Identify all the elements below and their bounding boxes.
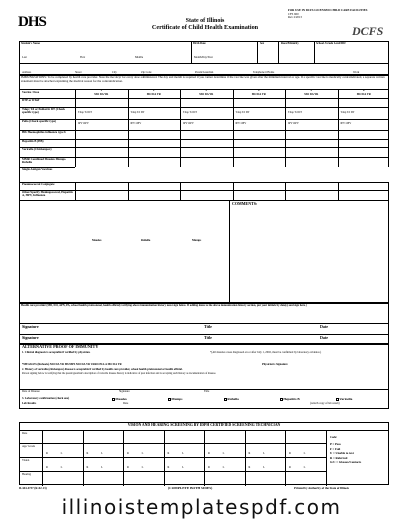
alt-item1-note: *(All measles cases diagnosed on or after July 1, 2002, must be confirmed by laboratory evidence.) xyxy=(210,351,322,354)
lab-option[interactable] xyxy=(112,397,127,401)
work-label: Work xyxy=(353,71,360,74)
vaccine-row-label: Other/Specify Meningococcal, Hepatitis A, HPV, Influenza xyxy=(22,190,73,198)
rl-label: R L xyxy=(289,452,306,455)
vision-row-label: Date xyxy=(22,432,28,435)
rl-label: R L xyxy=(167,452,184,455)
dose-number: 3 xyxy=(205,89,207,92)
tdap-options-text: Tdap Td DT xyxy=(288,111,302,114)
tdap-options[interactable] xyxy=(131,111,179,114)
dose-number: 5 xyxy=(310,89,312,92)
dhs-logo: DHS xyxy=(18,14,46,30)
vaccine-row-label: Tdap; Td or Pediatric DT (Check specific type) xyxy=(22,107,65,115)
lab-option[interactable] xyxy=(280,397,300,401)
header-notice xyxy=(288,9,398,20)
middle-label: Middle xyxy=(135,56,144,59)
rl-label: R L xyxy=(167,466,184,469)
rl-label: R L xyxy=(46,452,63,455)
vision-hearing-section xyxy=(19,422,389,485)
date-label-1: Date xyxy=(320,324,328,329)
tdap-options[interactable] xyxy=(236,111,284,114)
polio-options-text: IPV OPV xyxy=(288,122,299,125)
alt-proof-heading: ALTERNATIVE PROOF OF IMMUNITY xyxy=(22,344,99,349)
dose-date-sub: MO DA YR xyxy=(251,93,266,96)
lab-option-label: Mumps xyxy=(171,397,183,401)
lab-results-label: Lab Results xyxy=(22,402,37,405)
rl-label: R L xyxy=(248,452,265,455)
lab-option-label: Rubella xyxy=(227,397,239,401)
attach-label: (Attach copy of lab result) xyxy=(310,402,340,405)
measles-label: Measles xyxy=(92,239,102,242)
dose-number: 4 xyxy=(258,89,260,92)
city-label: City xyxy=(112,71,117,74)
vaccine-row-label: Pneumococcal Conjugate xyxy=(22,182,55,186)
date-label-2: Date xyxy=(320,335,328,340)
lab-option-label: Measles xyxy=(115,397,127,401)
form-id: IL444-4737 (R-02-13) xyxy=(19,486,47,490)
lab-option[interactable] xyxy=(168,397,183,401)
rl-label: R L xyxy=(248,466,265,469)
race-label: Race/Ethnicity xyxy=(281,42,299,45)
vaccine-row-label: Varicella (Chickenpox) xyxy=(22,147,52,151)
tdap-options[interactable] xyxy=(78,111,126,114)
vision-heading: VISION AND HEARING SCREENING BY IDPH CERTIFIED SCREENING TECHNICIAN xyxy=(127,423,281,427)
last-label: Last xyxy=(22,56,27,59)
vaccine-dose-header: Vaccine / Dose xyxy=(22,91,40,94)
rl-label: R L xyxy=(208,466,225,469)
tdap-options-text: Tdap Td DT xyxy=(78,111,92,114)
parent-label: Parent/Guardian xyxy=(195,71,214,74)
school-label: School /Grade Level/ID# xyxy=(316,42,346,45)
signature-label-2: Signature xyxy=(22,335,39,340)
rl-label: R L xyxy=(46,466,63,469)
code-item: F = Fail xyxy=(330,446,341,451)
rl-label: R L xyxy=(127,466,144,469)
date-of-disease-label: Date of Disease xyxy=(22,390,40,393)
alt-item1: 1. Clinical diagnosis is acceptable if verified by physician. xyxy=(22,351,91,354)
lab-confirmation-label: 3. Laboratory confirmation (check one) xyxy=(22,397,70,400)
vision-row-label: Vision xyxy=(22,459,30,462)
alt-item2: 2. History of varicella (chickenpox) disease is acceptable if verified by health care provider, school health professional or health official. xyxy=(22,368,183,371)
tdap-options-text: Tdap Td DT xyxy=(235,111,250,114)
alt-signature-label: Signature xyxy=(119,390,130,393)
dcfs-logo: DCFS xyxy=(352,24,384,38)
rubella-label: Rubella xyxy=(141,239,151,242)
sex-label: Sex xyxy=(260,42,265,45)
alt-diseases: *MEASLES (Rubeola) MO DA YR MUMPS MO DA YR VARICELLA MO DA YR xyxy=(22,363,122,366)
mumps-label: Mumps xyxy=(192,239,202,242)
vaccine-row-label: Single Antigen Vaccines xyxy=(22,167,53,171)
watermark: illinoistemplatespdf.com xyxy=(61,495,342,519)
code-item: U = Unable to test xyxy=(330,451,354,456)
tdap-options-text: Tdap Td DT xyxy=(183,111,197,114)
vaccine-row-label: Hepatitis B (HB) xyxy=(22,139,44,143)
dose-date-sub: MO DA YR xyxy=(356,93,371,96)
title-label-2: Title xyxy=(204,335,212,340)
tdap-options[interactable] xyxy=(183,111,231,114)
polio-options[interactable] xyxy=(183,122,231,125)
alt-title-label: Title xyxy=(204,390,210,393)
tdap-options-text: Tdap Td DT xyxy=(130,111,145,114)
vaccine-row-label: MMR Combined Measles Mumps. Rubella xyxy=(22,157,67,165)
vaccine-row-label: Polio (Check specific type) xyxy=(22,119,56,123)
alt-item2-sub: Person signing below is verifying that the parent/guardian's description of varicella disease history is indicative of past infection and is accepting such history as documentation of disease. xyxy=(22,372,217,375)
dose-date-sub: MO DA YR xyxy=(94,93,109,96)
street-label: Street xyxy=(75,71,82,74)
dose-date-sub: MO DA YR xyxy=(146,93,161,96)
signature-label-1: Signature xyxy=(22,324,39,329)
form-number: CFS 600 xyxy=(288,11,299,16)
vision-row-label: Hearing xyxy=(22,473,32,476)
polio-options-text: IPV OPV xyxy=(78,122,89,125)
tdap-options[interactable] xyxy=(288,111,336,114)
tdap-options[interactable] xyxy=(341,111,389,114)
polio-options[interactable] xyxy=(78,122,126,125)
form-title xyxy=(110,18,300,31)
rl-label: R L xyxy=(86,466,103,469)
rl-label: R L xyxy=(289,466,306,469)
verify-text: Health care provider (MD, DO, APN, PA, school health professional, health official) verifying above immunization history must sign below. If adding dates to the above immunization history section, put your initials by date(s) and sign here.) xyxy=(21,304,307,307)
polio-options-text: IPV OPV xyxy=(130,122,142,125)
code-item: P = Pass xyxy=(330,442,341,446)
rl-label: R L xyxy=(127,452,144,455)
polio-options[interactable] xyxy=(131,122,179,125)
vision-row-label: Age/ Grade xyxy=(22,445,35,448)
notice-text: FOR USE IN DCFS LICENSED CHILD CARE FACILITIES xyxy=(288,8,368,12)
lab-option[interactable] xyxy=(224,397,239,401)
dose-number: 1 xyxy=(100,89,102,92)
code-item: R = Referred xyxy=(330,455,348,460)
polio-options-text: IPV OPV xyxy=(183,122,194,125)
polio-options-text: IPV OPV xyxy=(340,122,352,125)
telephone-label: Telephone # Home xyxy=(253,71,275,74)
address-label: Address xyxy=(22,71,32,74)
comments-box xyxy=(229,200,390,304)
form-title-main: Certificate of Child Health Examination xyxy=(151,24,259,31)
dose-number: 2 xyxy=(153,89,155,92)
code-item: G/C = Glasses/Contacts xyxy=(330,460,362,465)
dose-date-sub: MO DA YR xyxy=(199,93,214,96)
dose-date-sub: MO DA YR xyxy=(304,93,319,96)
rl-label: R L xyxy=(86,452,103,455)
polio-options[interactable] xyxy=(341,122,389,125)
form-title-state: State of Illinois xyxy=(185,18,225,24)
rl-label: R L xyxy=(208,452,225,455)
complete-both-sides: (COMPLETE BOTH SIDES) xyxy=(168,486,213,490)
title-label-1: Title xyxy=(204,324,212,329)
first-label: First xyxy=(80,56,86,59)
lab-option-label: Varicella xyxy=(339,397,353,401)
comments-label: COMMENTS: xyxy=(232,201,258,206)
immunizations-intro: IMMUNIZATIONS: To be completed by health care provider. Note the mo/da/yr for every dose administered. The day and month is required if you cannot determine if the vaccine was given after the minimum interval or age. If a specific vaccine is medically contraindicated, a separate written statement must be attached explaining the medical reason for the contraindication. xyxy=(21,75,385,83)
code-title: Code: xyxy=(330,436,338,439)
student-name-label: Student's Name xyxy=(21,42,40,45)
dose-number: 6 xyxy=(363,89,365,92)
polio-options[interactable] xyxy=(236,122,284,125)
zip-label: Zip Code xyxy=(141,71,152,74)
lab-date-label: Date xyxy=(123,402,129,405)
polio-options-text: IPV OPV xyxy=(235,122,247,125)
physician-signature-label: Physician's Signature xyxy=(262,363,288,366)
student-info-section xyxy=(19,41,389,75)
alt-proof-section xyxy=(19,344,389,409)
birth-date-label: Birth Date xyxy=(193,42,206,45)
printed-authority: Printed by Authority of the State of Illinois xyxy=(294,486,349,490)
immunizations-section xyxy=(19,75,389,303)
birth-date-sub: Month/Day/Year xyxy=(194,56,213,59)
vaccine-row-label: DTP or DTaP xyxy=(22,98,40,102)
verify-section xyxy=(19,303,389,344)
revision: Rev 2/2013 xyxy=(288,15,302,20)
lab-option[interactable] xyxy=(336,397,352,401)
vaccine-row-label: Hib Haemophilus influenza type b xyxy=(22,130,66,134)
lab-option-label: Hepatitis B xyxy=(283,397,300,401)
tdap-options-text: Tdap Td DT xyxy=(340,111,355,114)
polio-options[interactable] xyxy=(288,122,336,125)
